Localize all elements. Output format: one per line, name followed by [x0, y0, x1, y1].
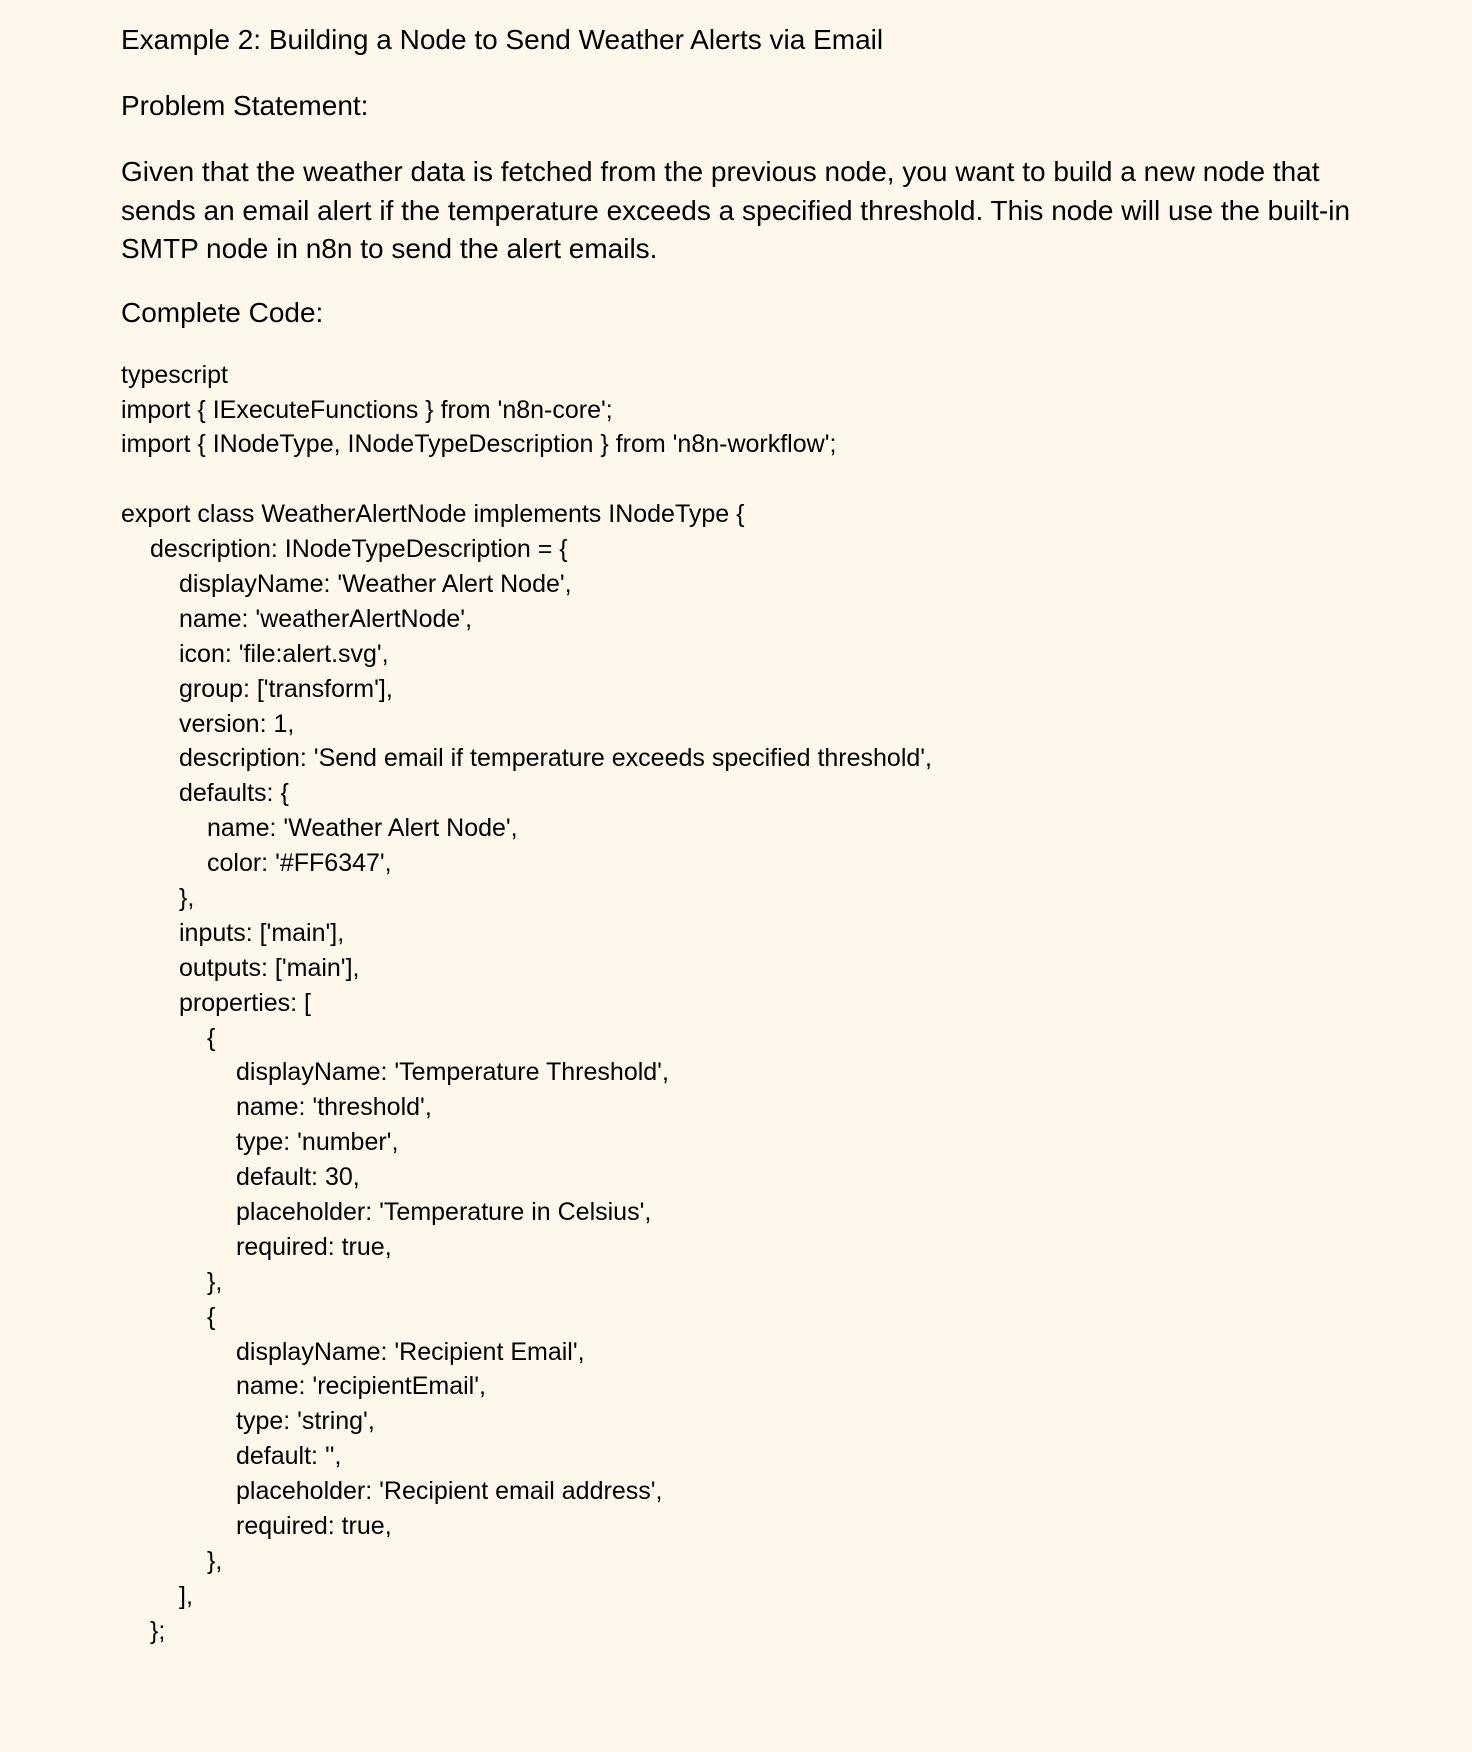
code-line: description: INodeTypeDescription = { — [150, 535, 568, 564]
code-line: }, — [207, 1546, 223, 1575]
code-line: version: 1, — [179, 709, 295, 738]
code-line: name: 'threshold', — [236, 1093, 432, 1122]
code-line: type: 'string', — [236, 1407, 375, 1436]
complete-code-heading: Complete Code: — [121, 296, 324, 328]
code-line: }; — [150, 1616, 166, 1645]
code-line: { — [207, 1302, 216, 1331]
code-line: required: true, — [236, 1512, 392, 1540]
code-line: default: 30, — [236, 1163, 360, 1192]
code-line: displayName: 'Weather Alert Node', — [179, 569, 572, 598]
code-line: }, — [207, 1267, 223, 1296]
problem-statement-text: Given that the weather data is fetched from the previous node, you want to build a new node that sends an email alert if the temperature exceeds a specified threshold. This node will use the built-in SMTP node in n8n to send the alert emails. — [121, 156, 1351, 264]
code-line: icon: 'file:alert.svg', — [179, 639, 389, 668]
code-line: name: 'recipientEmail', — [236, 1372, 486, 1401]
code-line: type: 'number', — [236, 1128, 399, 1157]
code-line: ], — [179, 1581, 193, 1610]
code-line: { — [207, 1023, 216, 1052]
code-line: import { IExecuteFunctions } from 'n8n-core'; — [121, 395, 613, 424]
code-line: displayName: 'Temperature Threshold', — [236, 1058, 669, 1087]
code-line: group: ['transform'], — [179, 674, 393, 703]
code-line: defaults: { — [179, 779, 289, 808]
code-line: export class WeatherAlertNode implements INodeType { — [121, 500, 745, 529]
code-line: import { INodeType, INodeTypeDescription } from 'n8n-workflow'; — [121, 430, 837, 459]
code-language-label: typescript — [121, 360, 228, 389]
code-line: inputs: ['main'], — [179, 918, 345, 947]
code-line: name: 'Weather Alert Node', — [207, 814, 518, 843]
code-line: color: '#FF6347', — [207, 849, 392, 878]
code-line: properties: [ — [179, 988, 312, 1017]
code-line: outputs: ['main'], — [179, 953, 360, 982]
code-line: default: '', — [236, 1442, 342, 1471]
code-line: description: 'Send email if temperature exceeds specified threshold', — [179, 744, 933, 773]
problem-statement-heading: Problem Statement: — [121, 90, 369, 121]
document-title: Example 2: Building a Node to Send Weather Alerts via Email — [121, 24, 884, 55]
document — [121, 22, 1371, 1649]
code-line: placeholder: 'Temperature in Celsius', — [236, 1197, 652, 1226]
code-block — [121, 393, 1371, 1649]
code-line: placeholder: 'Recipient email address', — [236, 1477, 663, 1506]
code-line: displayName: 'Recipient Email', — [236, 1337, 585, 1366]
code-line-blank — [121, 462, 1371, 497]
code-line: required: true, — [236, 1232, 392, 1261]
code-line: name: 'weatherAlertNode', — [179, 604, 473, 633]
code-line: }, — [179, 883, 195, 912]
